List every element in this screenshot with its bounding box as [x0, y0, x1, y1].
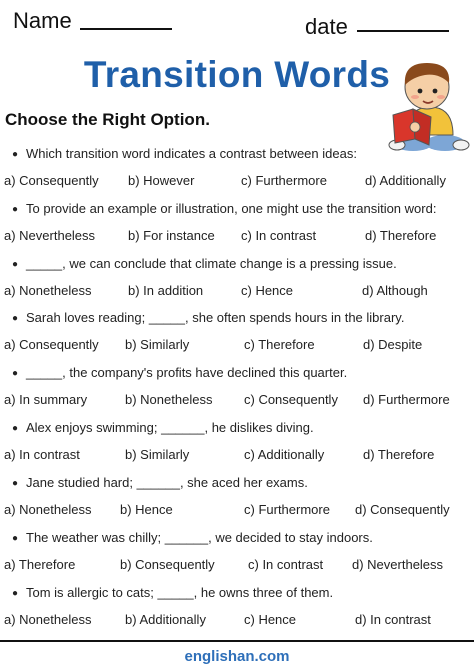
- option-3d[interactable]: d) Although: [362, 283, 428, 298]
- option-5d[interactable]: d) Furthermore: [363, 392, 450, 407]
- question-1: ● Which transition word indicates a contrast between ideas:: [12, 146, 357, 161]
- bullet-icon: ●: [12, 423, 19, 434]
- bullet-icon: ●: [12, 313, 19, 324]
- name-line[interactable]: [80, 28, 172, 30]
- question-4: ● Sarah loves reading; _____, she often spends hours in the library.: [12, 310, 405, 325]
- question-2: ● To provide an example or illustration, one might use the transition word:: [12, 201, 437, 216]
- option-4b[interactable]: b) Similarly: [125, 337, 190, 352]
- page-title: Transition Words: [83, 54, 391, 95]
- option-8b[interactable]: b) Consequently: [120, 557, 215, 572]
- option-9b[interactable]: b) Additionally: [125, 612, 206, 627]
- question-6: ● Alex enjoys swimming; ______, he dislikes diving.: [12, 420, 314, 435]
- bullet-icon: ●: [12, 149, 19, 160]
- option-1b[interactable]: b) However: [128, 173, 195, 188]
- footer-divider: [0, 640, 474, 642]
- option-9a[interactable]: a) Nonetheless: [4, 612, 92, 627]
- option-7c[interactable]: c) Furthermore: [244, 502, 330, 517]
- bullet-icon: ●: [12, 259, 19, 270]
- option-8a[interactable]: a) Therefore: [4, 557, 76, 572]
- option-5a[interactable]: a) In summary: [4, 392, 88, 407]
- bullet-icon: ●: [12, 368, 19, 379]
- option-8c[interactable]: c) In contrast: [248, 557, 324, 572]
- question-7: ● Jane studied hard; ______, she aced her exams.: [12, 475, 308, 490]
- footer-site-link[interactable]: englishan.com: [184, 648, 290, 665]
- question-8: ● The weather was chilly; ______, we decided to stay indoors.: [12, 530, 373, 545]
- option-9d[interactable]: d) In contrast: [355, 612, 431, 627]
- option-8d[interactable]: d) Nevertheless: [352, 557, 444, 572]
- option-3a[interactable]: a) Nonetheless: [4, 283, 92, 298]
- option-3c[interactable]: c) Hence: [241, 283, 294, 298]
- option-6c[interactable]: c) Additionally: [244, 447, 325, 462]
- name-label: Name: [13, 8, 72, 33]
- option-1c[interactable]: c) Furthermore: [241, 173, 327, 188]
- option-7d[interactable]: d) Consequently: [355, 502, 450, 517]
- option-4d[interactable]: d) Despite: [363, 337, 423, 352]
- bullet-icon: ●: [12, 588, 19, 599]
- option-4c[interactable]: c) Therefore: [244, 337, 315, 352]
- option-7a[interactable]: a) Nonetheless: [4, 502, 92, 517]
- option-1a[interactable]: a) Consequently: [4, 173, 99, 188]
- question-5: ● _____, the company's profits have declined this quarter.: [12, 365, 348, 380]
- option-6d[interactable]: d) Therefore: [363, 447, 435, 462]
- question-3: ● _____, we can conclude that climate change is a pressing issue.: [12, 256, 397, 271]
- option-2a[interactable]: a) Nevertheless: [4, 228, 96, 243]
- option-5b[interactable]: b) Nonetheless: [125, 392, 213, 407]
- option-6a[interactable]: a) In contrast: [4, 447, 80, 462]
- bullet-icon: ●: [12, 533, 19, 544]
- option-9c[interactable]: c) Hence: [244, 612, 297, 627]
- option-2b[interactable]: b) For instance: [128, 228, 215, 243]
- option-6b[interactable]: b) Similarly: [125, 447, 190, 462]
- kid-reading-illustration: [385, 55, 471, 155]
- option-5c[interactable]: c) Consequently: [244, 392, 338, 407]
- option-7b[interactable]: b) Hence: [120, 502, 173, 517]
- section-heading: Choose the Right Option.: [5, 110, 210, 129]
- option-4a[interactable]: a) Consequently: [4, 337, 99, 352]
- date-label: date: [305, 14, 348, 39]
- option-2d[interactable]: d) Therefore: [365, 228, 437, 243]
- option-2c[interactable]: c) In contrast: [241, 228, 317, 243]
- bullet-icon: ●: [12, 478, 19, 489]
- option-3b[interactable]: b) In addition: [128, 283, 204, 298]
- bullet-icon: ●: [12, 204, 19, 215]
- option-1d[interactable]: d) Additionally: [365, 173, 446, 188]
- date-line[interactable]: [357, 30, 449, 32]
- question-9: ● Tom is allergic to cats; _____, he owns three of them.: [12, 585, 334, 600]
